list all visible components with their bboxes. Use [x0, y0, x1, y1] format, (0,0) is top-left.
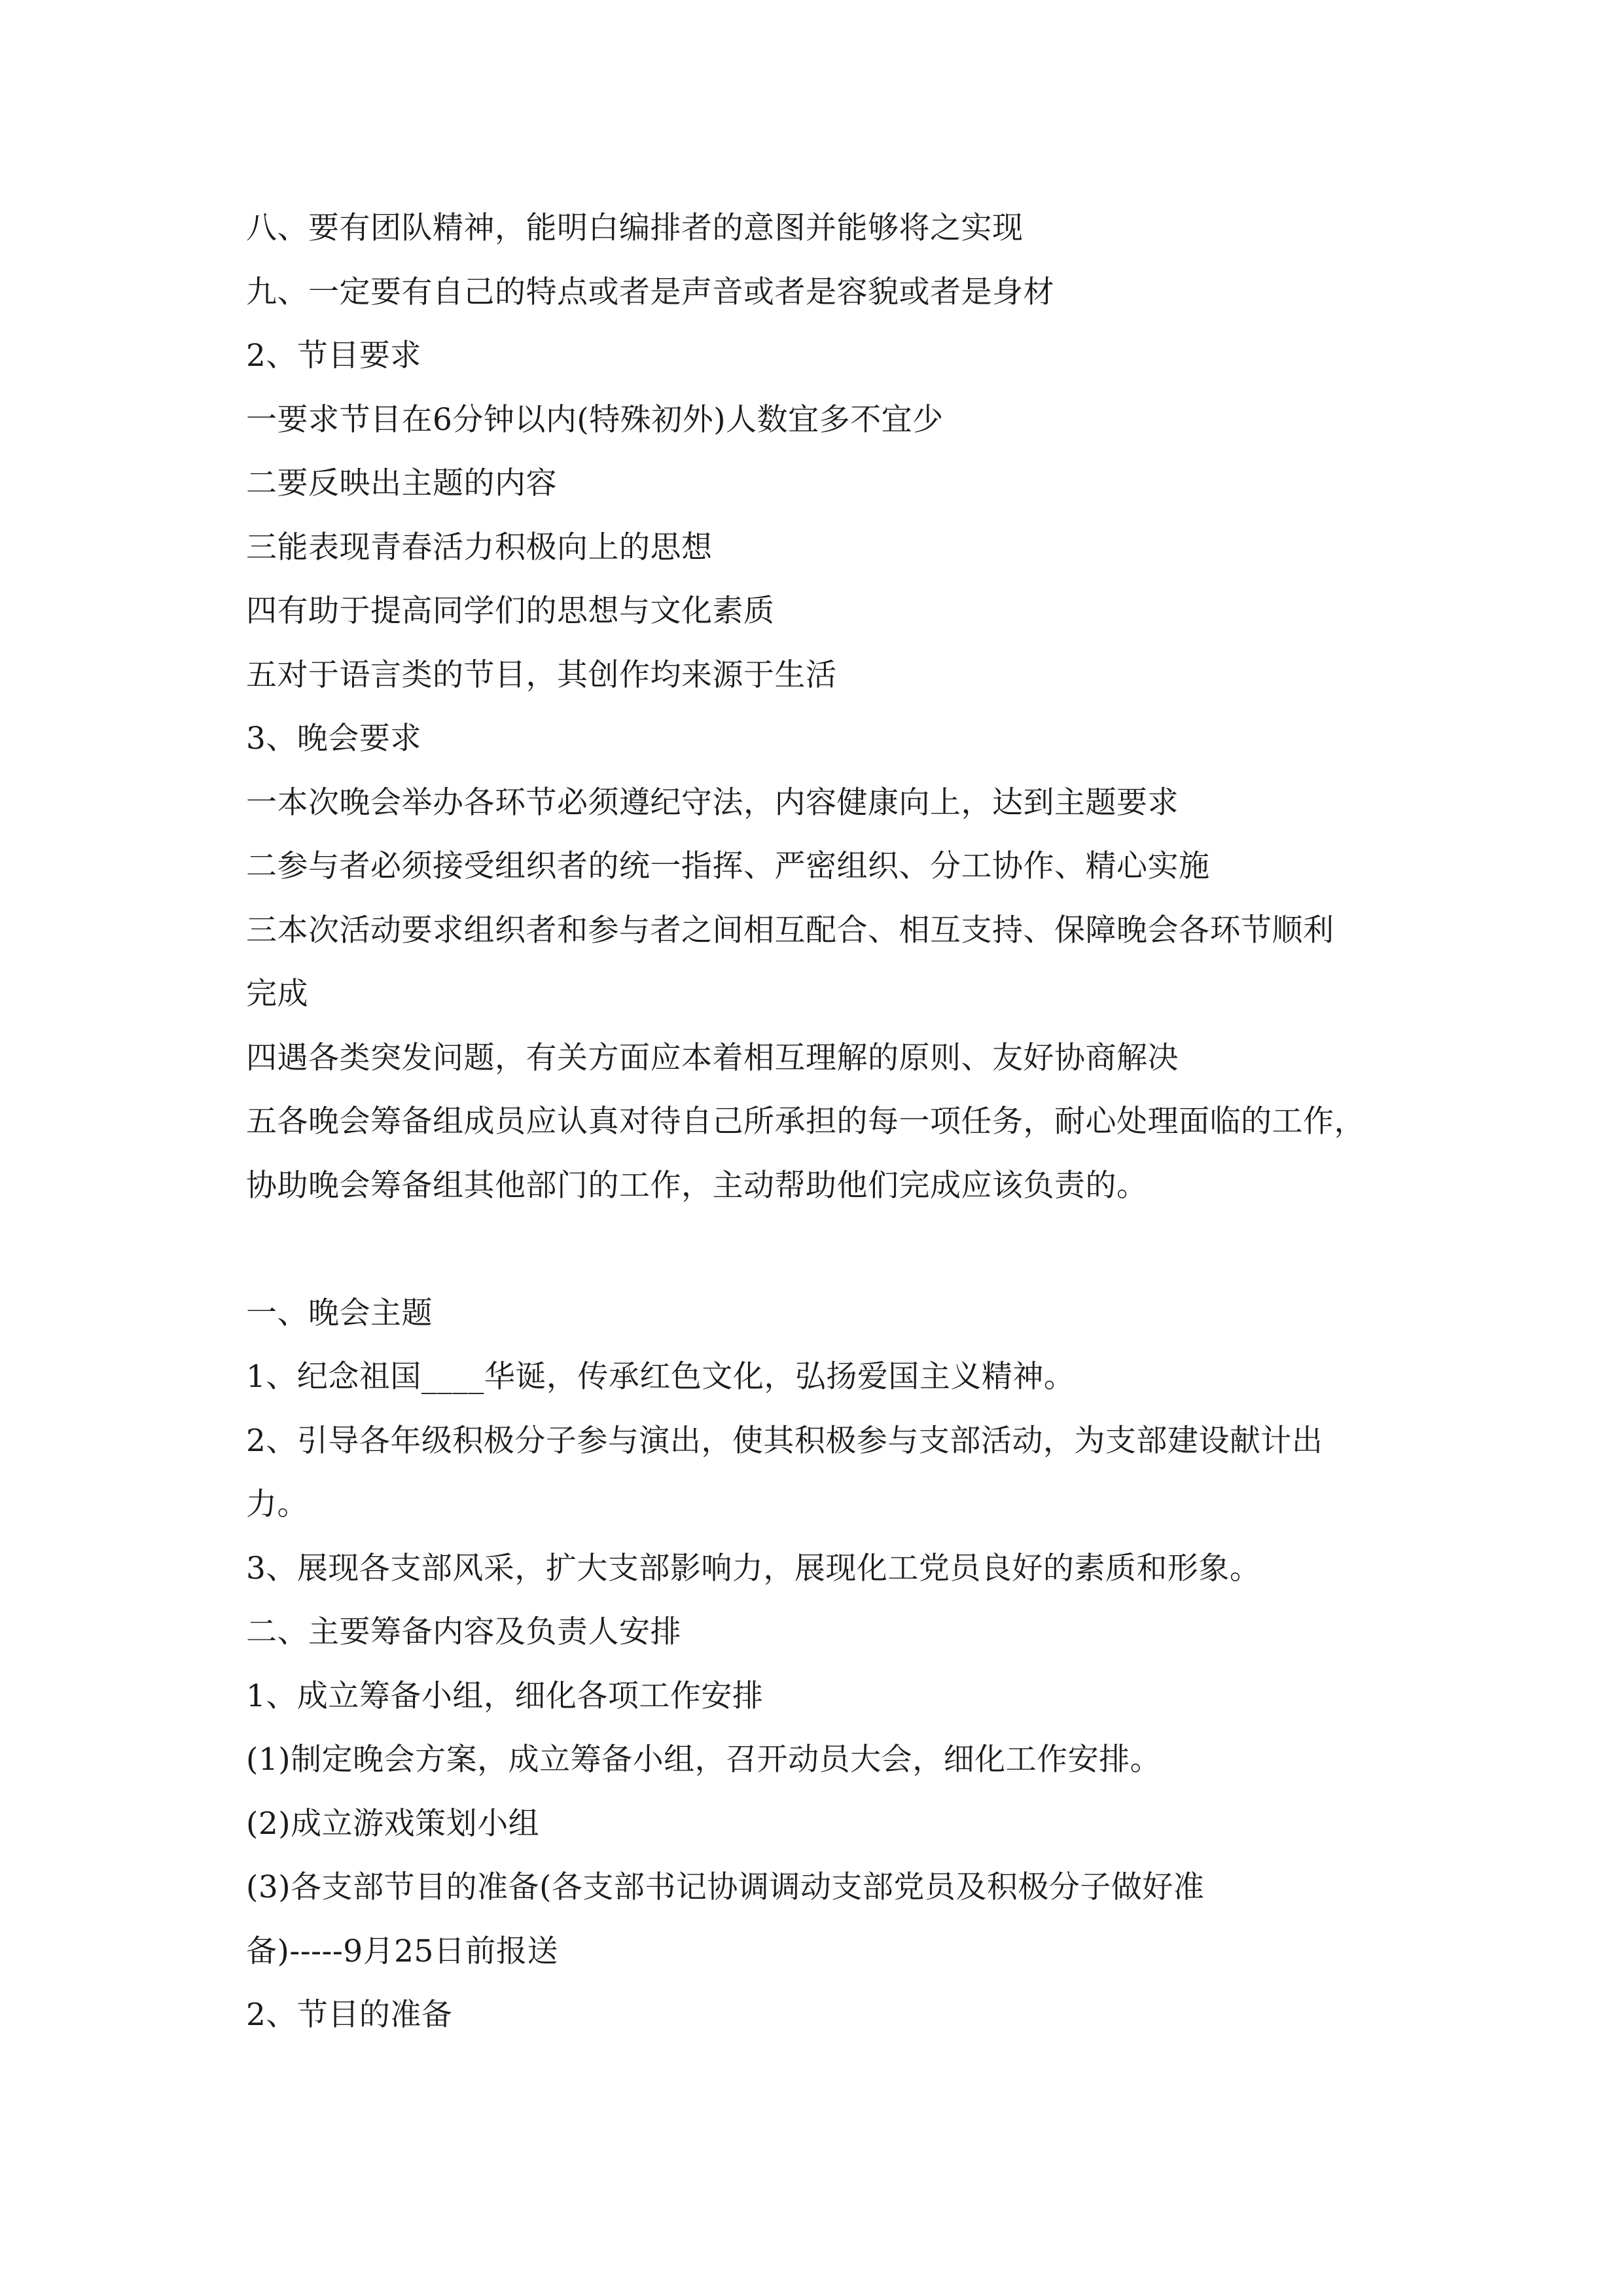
- paragraph-gap: [246, 1217, 1398, 1282]
- text-line: (3)各支部节目的准备(各支部书记协调调动支部党员及积极分子做好准: [246, 1869, 1205, 1905]
- document-body: [246, 196, 1398, 2047]
- text-line: 五对于语言类的节目，其创作均来源于生活: [246, 656, 837, 693]
- text-line: 九、一定要有自己的特点或者是声音或者是容貌或者是身材: [246, 274, 1054, 310]
- section-plan: [246, 1282, 1398, 2047]
- text-line: 一要求节目在6分钟以内(特殊初外)人数宜多不宜少: [246, 401, 944, 438]
- text-line: 四遇各类突发问题，有关方面应本着相互理解的原则、友好协商解决: [246, 1039, 1179, 1076]
- text-line: 1、成立筹备小组，细化各项工作安排: [246, 1677, 764, 1714]
- section-requirements: [246, 196, 1398, 1217]
- text-line: 2、引导各年级积极分子参与演出，使其积极参与支部活动，为支部建设献计出: [246, 1422, 1323, 1459]
- text-line: 四有助于提高同学们的思想与文化素质: [246, 593, 775, 629]
- text-line: 八、要有团队精神，能明白编排者的意图并能够将之实现: [246, 210, 1024, 246]
- text-line: 3、展现各支部风采，扩大支部影响力，展现化工党员良好的素质和形象。: [246, 1550, 1261, 1587]
- text-line: 二要反映出主题的内容: [246, 465, 557, 501]
- text-line: 三本次活动要求组织者和参与者之间相互配合、相互支持、保障晚会各环节顺利: [246, 912, 1334, 948]
- text-line: 一本次晚会举办各环节必须遵纪守法，内容健康向上，达到主题要求: [246, 784, 1179, 821]
- heading-gala-requirements: 3、晚会要求: [246, 721, 421, 757]
- text-line: 五各晚会筹备组成员应认真对待自己所承担的每一项任务，耐心处理面临的工作，: [246, 1103, 1365, 1139]
- text-line: 三能表现青春活力积极向上的思想: [246, 529, 713, 565]
- text-line: 力。: [246, 1486, 308, 1522]
- text-line: (2)成立游戏策划小组: [246, 1805, 540, 1842]
- heading-program-preparation: 2、节目的准备: [246, 1997, 453, 2033]
- text-line: 完成: [246, 976, 308, 1012]
- text-line: 二参与者必须接受组织者的统一指挥、严密组织、分工协作、精心实施: [246, 848, 1210, 884]
- heading-preparation: 二、主要筹备内容及负责人安排: [246, 1614, 681, 1650]
- text-line: 备)-----9月25日前报送: [246, 1933, 558, 1969]
- heading-program-requirements: 2、节目要求: [246, 338, 421, 374]
- text-line: 1、纪念祖国____华诞，传承红色文化，弘扬爱国主义精神。: [246, 1359, 1075, 1395]
- text-line: (1)制定晚会方案，成立筹备小组，召开动员大会，细化工作安排。: [246, 1742, 1162, 1778]
- heading-gala-theme: 一、晚会主题: [246, 1295, 433, 1331]
- text-line: 协助晚会筹备组其他部门的工作，主动帮助他们完成应该负责的。: [246, 1167, 1148, 1204]
